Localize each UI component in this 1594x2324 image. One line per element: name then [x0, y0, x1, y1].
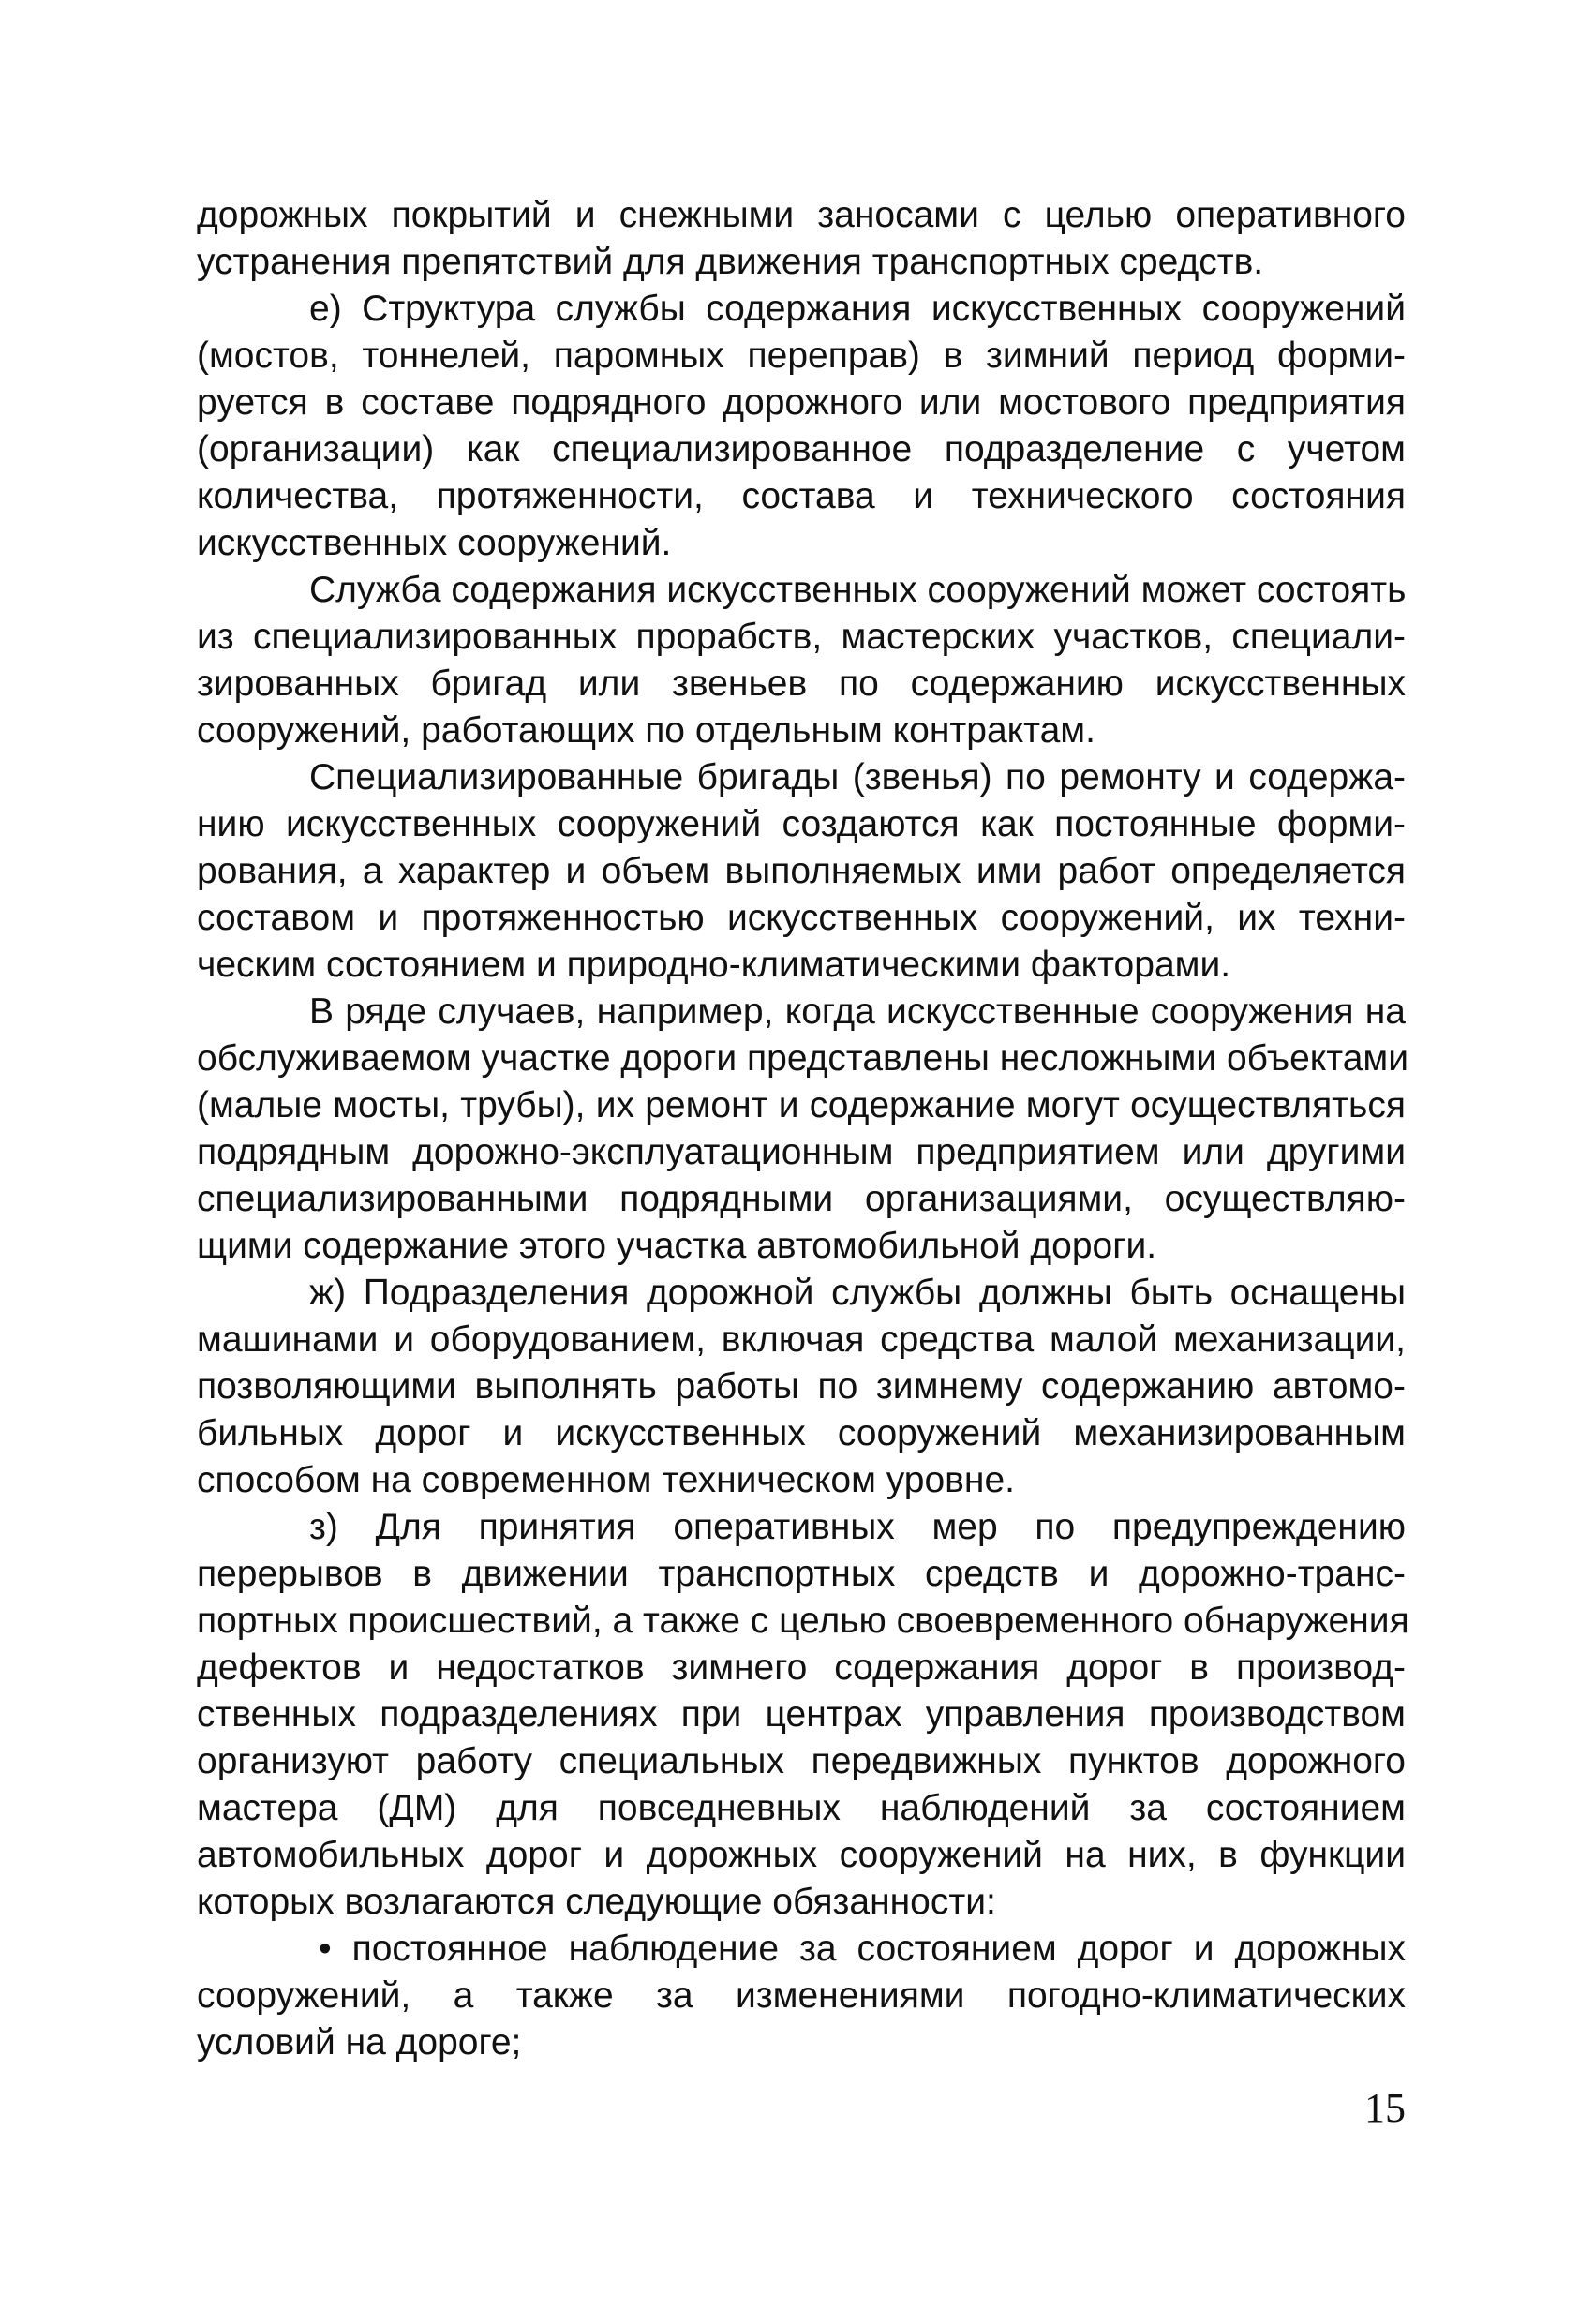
text-line: е) Структура службы содержания искусственных сооружений [309, 289, 1406, 329]
text-line: ческим состоянием и природно-климатическими факторами. [197, 945, 1231, 985]
text-line: перерывов в движении транспортных средств и дорожно-транс- [197, 1554, 1406, 1594]
text-line: автомобильных дорог и дорожных сооружений на них, в функции [197, 1835, 1406, 1875]
text-line: условий на дороге; [197, 2022, 522, 2063]
text-line: специализированными подрядными организациями, осуществляю- [197, 1179, 1406, 1219]
text-line: з) Для принятия оперативных мер по предупреждению [309, 1507, 1406, 1547]
text-line: В ряде случаев, например, когда искусственные сооружения на [309, 991, 1406, 1032]
text-line: рования, а характер и объем выполняемых ими работ определяется [197, 851, 1406, 891]
text-line: Служба содержания искусственных сооружений может состоять [309, 570, 1407, 610]
bullet-line: • постоянное наблюдение за состоянием дорог и дорожных [319, 1929, 1406, 1969]
text-line: нию искусственных сооружений создаются как постоянные форми- [197, 804, 1406, 844]
text-line: обслуживаемом участке дороги представлены несложными объектами [197, 1038, 1408, 1079]
text-line: щими содержание этого участка автомобильной дороги. [197, 1226, 1157, 1266]
text-line: машинами и оборудованием, включая средства малой механизации, [197, 1319, 1406, 1360]
text-line: устранения препятствий для движения транспортных средств. [197, 242, 1264, 282]
text-line: (организации) как специализированное подразделение с учетом [197, 429, 1406, 469]
text-line: мастера (ДМ) для повседневных наблюдений за состоянием [197, 1788, 1406, 1828]
text-line: сооружений, а также за изменениями погодно-климатических [197, 1975, 1406, 2016]
text-line: бильных дорог и искусственных сооружений механизированным [197, 1413, 1406, 1453]
page-number: 15 [1364, 2085, 1406, 2131]
text-line: (мостов, тоннелей, паромных переправ) в зимний период форми- [197, 335, 1406, 376]
text-line: зированных бригад или звеньев по содержанию искусственных [197, 663, 1406, 704]
text-line: Специализированные бригады (звенья) по ремонту и содержа- [309, 757, 1406, 797]
text-line: организуют работу специальных передвижных пунктов дорожного [197, 1741, 1406, 1781]
text-line: из специализированных прорабств, мастерских участков, специали- [197, 617, 1406, 657]
text-line: способом на современном техническом уровне. [197, 1460, 1015, 1500]
text-line: количества, протяженности, состава и технического состояния [197, 476, 1406, 516]
text-line: портных происшествий, а также с целью своевременного обнаружения [197, 1601, 1409, 1641]
text-line: ж) Подразделения дорожной службы должны быть оснащены [309, 1273, 1406, 1313]
text-line: позволяющими выполнять работы по зимнему содержанию автомо- [197, 1366, 1406, 1407]
text-line: подрядным дорожно-эксплуатационным предприятием или другими [197, 1132, 1406, 1172]
text-line: сооружений, работающих по отдельным контрактам. [197, 710, 1095, 751]
text-line: дорожных покрытий и снежными заносами с целью оперативного [197, 195, 1406, 235]
text-line: составом и протяженностью искусственных сооружений, их техни- [197, 898, 1406, 938]
text-line: руется в составе подрядного дорожного или мостового предприятия [197, 382, 1406, 423]
text-line: которых возлагаются следующие обязанности: [197, 1882, 996, 1922]
text-line: (малые мосты, трубы), их ремонт и содержание могут осуществляться [197, 1085, 1406, 1125]
text-line: искусственных сооружений. [197, 523, 672, 563]
text-line: ственных подразделениях при центрах управления производством [197, 1694, 1406, 1735]
text-line: дефектов и недостатков зимнего содержания дорог в производ- [197, 1647, 1406, 1688]
page-body [197, 192, 1409, 2066]
